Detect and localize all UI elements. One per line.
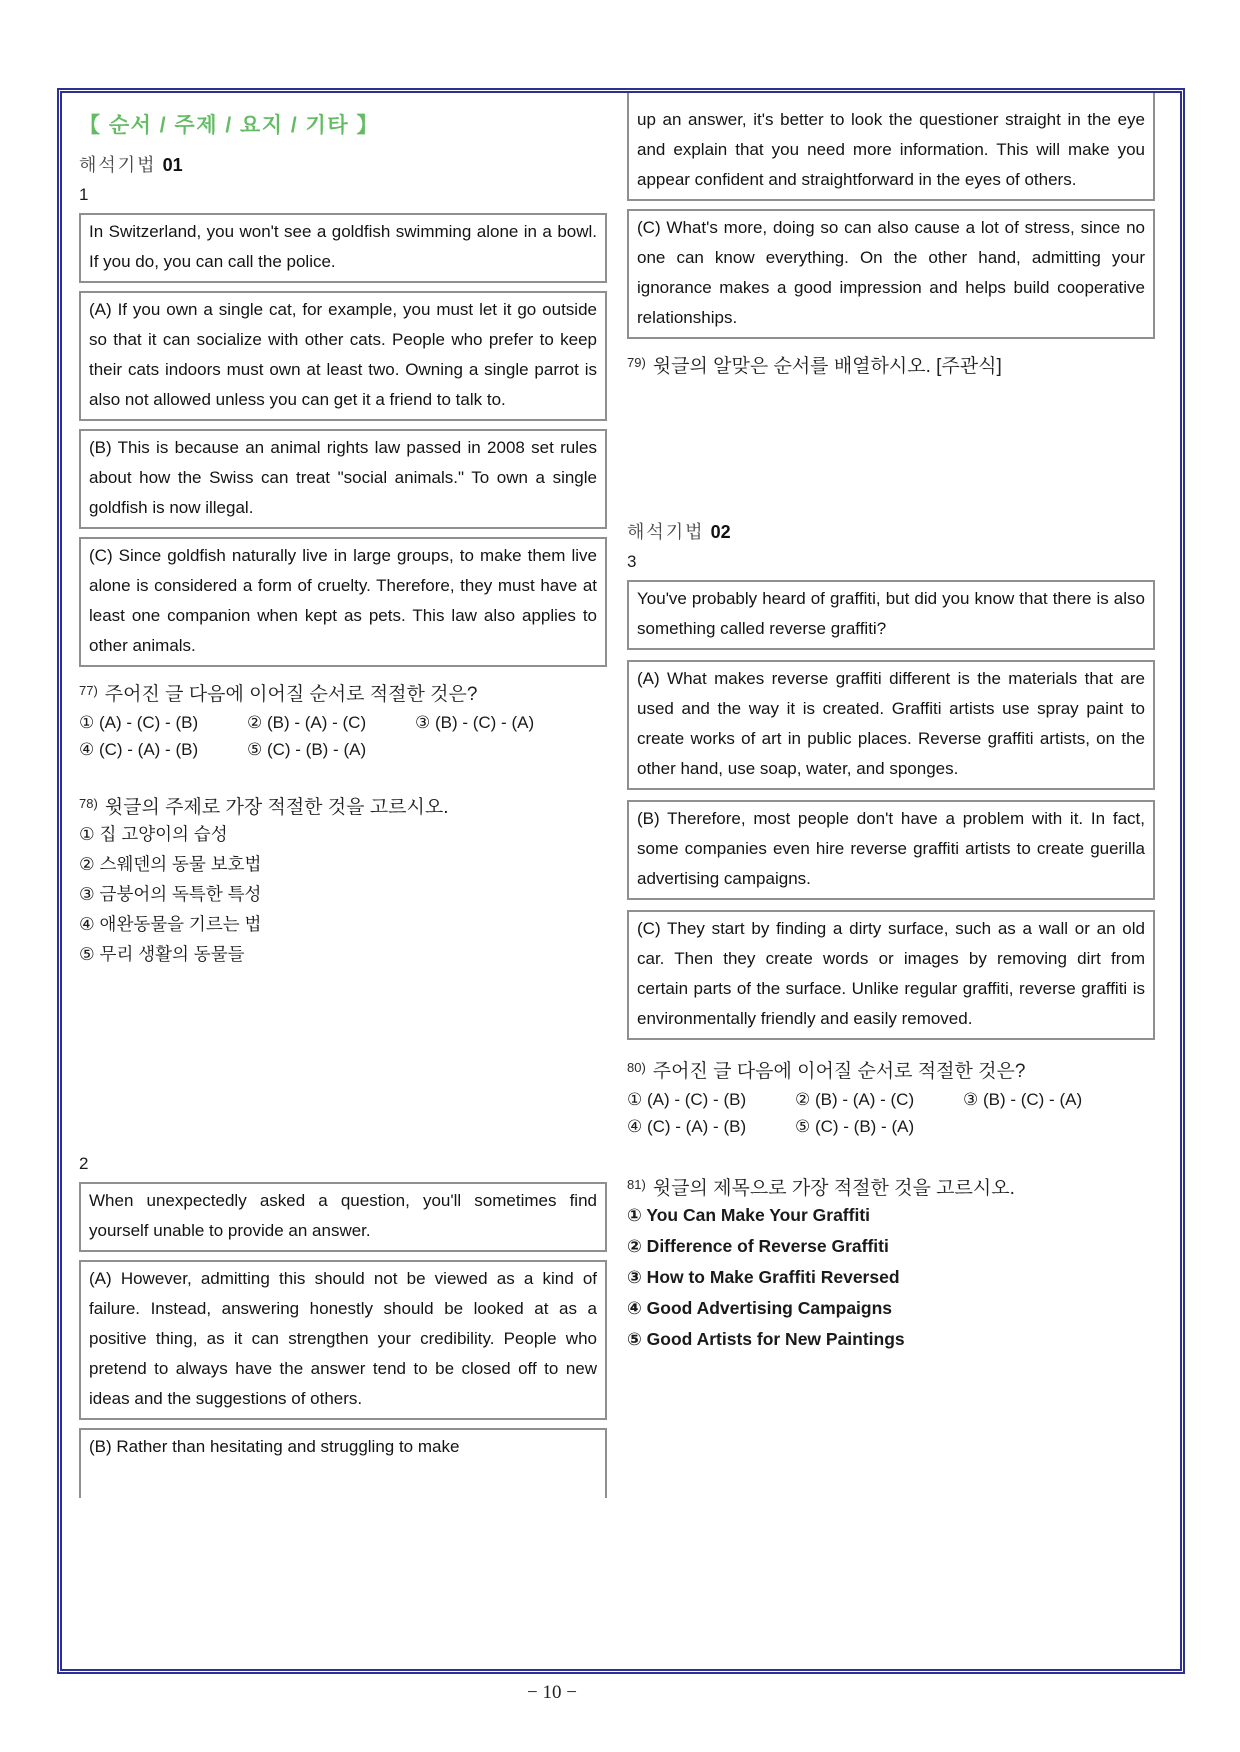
- option-77-5: ⑤ (C) - (B) - (A): [247, 740, 367, 759]
- lesson-1-label: 해석기법: [79, 155, 157, 175]
- passage-3-para-a-box: (A) What makes reverse graffiti different is the materials that are used and the way it is created. Graffiti artists use spray paint to create works of art in public places. Reverse graffiti artists, on the other hand, use soap, water, and sponges.: [627, 660, 1155, 790]
- passage-1-para-b-box: (B) This is because an animal rights law passed in 2008 set rules about how the Swiss can treat "social animals." To own a single goldfish is now illegal.: [79, 429, 607, 529]
- option-78-5: ⑤ 무리 생활의 동물들: [79, 944, 245, 964]
- option-80-3: ③ (B) - (C) - (A): [963, 1090, 1083, 1109]
- passage-2-para-b-box-part1: (B) Rather than hesitating and struggling to make: [79, 1428, 607, 1498]
- question-79-number: 79): [627, 355, 646, 370]
- passage-2-para-a-box: (A) However, admitting this should not be viewed as a kind of failure. Instead, answering honestly should be looked at as a positive thing, as it can strengthen your credibility. People who pretend to always have the answer tend to be closed off to new ideas and the suggestions of others.: [79, 1260, 607, 1420]
- lesson-2-heading: [627, 518, 1155, 544]
- option-81-1: ① You Can Make Your Graffiti: [627, 1205, 871, 1225]
- lesson-2-number: 02: [710, 522, 731, 542]
- question-77-options-row-2: [79, 740, 607, 760]
- question-80-number: 80): [627, 1060, 646, 1075]
- passage-2-para-c-box: (C) What's more, doing so can also cause a lot of stress, since no one can know everything. On the other hand, admitting your ignorance makes a good impression and helps build cooperative relationships.: [627, 209, 1155, 339]
- question-77: [79, 679, 607, 706]
- passage-3-intro-box: You've probably heard of graffiti, but did you know that there is also something called reverse graffiti?: [627, 580, 1155, 650]
- question-78-text: 윗글의 주제로 가장 적절한 것을 고르시오.: [104, 797, 449, 818]
- question-80-text: 주어진 글 다음에 이어질 순서로 적절한 것은?: [652, 1061, 1026, 1082]
- option-81-5: ⑤ Good Artists for New Paintings: [627, 1329, 905, 1349]
- option-80-5: ⑤ (C) - (B) - (A): [795, 1117, 915, 1136]
- option-80-4: ④ (C) - (A) - (B): [627, 1117, 747, 1136]
- option-81-3: ③ How to Make Graffiti Reversed: [627, 1267, 900, 1287]
- question-77-number: 77): [79, 683, 98, 698]
- option-78-2: ② 스웨덴의 동물 보호법: [79, 854, 262, 874]
- question-78: [79, 792, 607, 819]
- option-77-2: ② (B) - (A) - (C): [247, 713, 367, 732]
- question-80: [627, 1056, 1155, 1083]
- passage-1-number: 1: [79, 185, 89, 204]
- section-title: 【 순서 / 주제 / 요지 / 기타 】: [79, 114, 379, 137]
- option-81-2: ② Difference of Reverse Graffiti: [627, 1236, 889, 1256]
- passage-2-intro-box: When unexpectedly asked a question, you'll sometimes find yourself unable to provide an answer.: [79, 1182, 607, 1252]
- question-81-number: 81): [627, 1177, 646, 1192]
- option-80-2: ② (B) - (A) - (C): [795, 1090, 915, 1109]
- question-81-text: 윗글의 제목으로 가장 적절한 것을 고르시오.: [652, 1178, 1015, 1199]
- option-81-4: ④ Good Advertising Campaigns: [627, 1298, 893, 1318]
- page-number-footer: − 10 −: [527, 1682, 577, 1703]
- option-77-3: ③ (B) - (C) - (A): [415, 713, 535, 732]
- page-frame: [57, 88, 1185, 1674]
- option-80-1: ① (A) - (C) - (B): [627, 1090, 747, 1109]
- passage-1-para-c-box: (C) Since goldfish naturally live in large groups, to make them live alone is considered a form of cruelty. Therefore, they must have at least one companion when kept as pets. This law also applies to other animals.: [79, 537, 607, 667]
- passage-1-intro-box: In Switzerland, you won't see a goldfish swimming alone in a bowl. If you do, you can call the police.: [79, 213, 607, 283]
- lesson-1-heading: [79, 151, 607, 177]
- option-78-4: ④ 애완동물을 기르는 법: [79, 914, 262, 934]
- passage-3-number: 3: [627, 552, 637, 571]
- question-80-options-row-2: [627, 1117, 1155, 1137]
- passage-3-para-b-box: (B) Therefore, most people don't have a problem with it. In fact, some companies even hire reverse graffiti artists to create guerilla advertising campaigns.: [627, 800, 1155, 900]
- option-77-4: ④ (C) - (A) - (B): [79, 740, 199, 759]
- option-78-1: ① 집 고양이의 습성: [79, 824, 228, 844]
- passage-3-para-c-box: (C) They start by finding a dirty surface, such as a wall or an old car. Then they create words or images by removing dirt from certain parts of the surface. Unlike regular graffiti, reverse graffiti is environmentally friendly and easily removed.: [627, 910, 1155, 1040]
- question-80-options-row-1: [627, 1090, 1155, 1110]
- question-79: [627, 351, 1155, 378]
- option-77-1: ① (A) - (C) - (B): [79, 713, 199, 732]
- left-column: [79, 107, 607, 1655]
- question-81: [627, 1173, 1155, 1200]
- passage-2-para-b-box-part2: up an answer, it's better to look the questioner straight in the eye and explain that you need more information. This will make you appear confident and straightforward in the eyes of others.: [627, 93, 1155, 201]
- lesson-2-label: 해석기법: [627, 522, 705, 542]
- passage-2-number: 2: [79, 1154, 89, 1173]
- question-77-options-row-1: [79, 713, 607, 733]
- lesson-1-number: 01: [162, 155, 183, 175]
- option-78-3: ③ 금붕어의 독특한 특성: [79, 884, 262, 904]
- question-78-number: 78): [79, 796, 98, 811]
- passage-1-para-a-box: (A) If you own a single cat, for example, you must let it go outside so that it can socialize with other cats. People who prefer to keep their cats indoors must own at least two. Owning a single parrot is also not allowed unless you can get it a friend to talk to.: [79, 291, 607, 421]
- question-77-text: 주어진 글 다음에 이어질 순서로 적절한 것은?: [104, 684, 478, 705]
- question-79-text: 윗글의 알맞은 순서를 배열하시오. [주관식]: [652, 356, 1002, 377]
- right-column: [627, 107, 1155, 1655]
